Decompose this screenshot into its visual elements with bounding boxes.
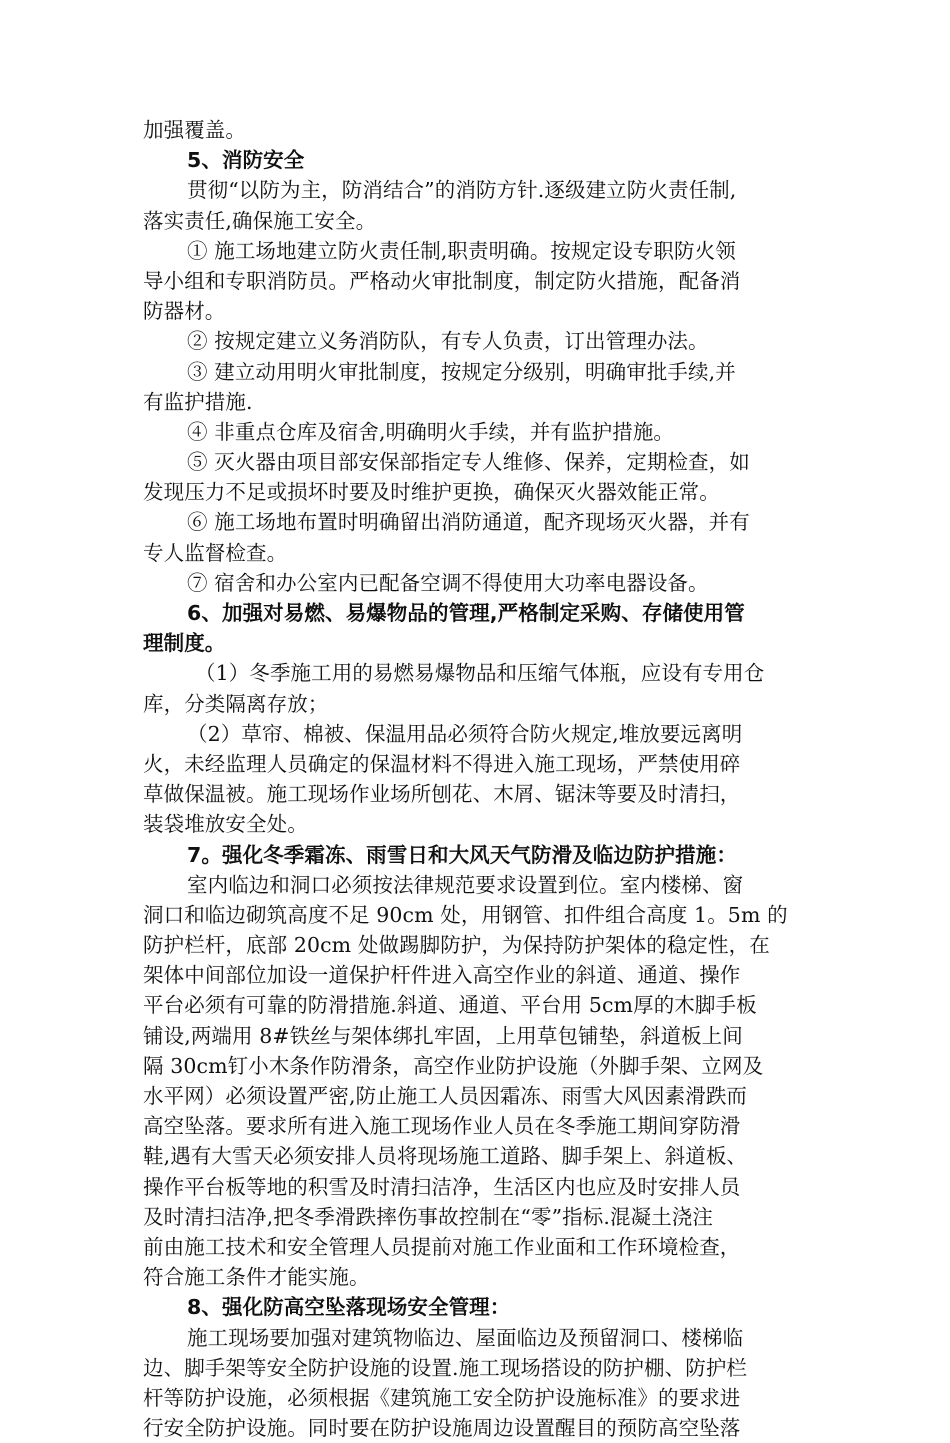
paragraph-line: 室内临边和洞口必须按法律规范要求设置到位。室内楼梯、窗 (187, 872, 744, 897)
paragraph-line: ③ 建立动用明火审批制度，按规定分级别，明确审批手续,并 (187, 359, 736, 384)
paragraph-line: ④ 非重点仓库及宿舍,明确明火手续，并有监护措施。 (187, 419, 675, 444)
paragraph-line: 贯彻“以防为主，防消结合”的消防方针.逐级建立防火责任制, (187, 178, 737, 203)
paragraph-line: 及时清扫洁净,把冬季滑跌摔伤事故控制在“零”指标.混凝土浇注 (143, 1204, 713, 1229)
paragraph-line: 有监护措施. (143, 389, 253, 414)
paragraph-line: （2）草帘、棉被、保温用品必须符合防火规定,堆放要远离明 (187, 721, 743, 746)
paragraph-line: ① 施工场地建立防火责任制,职责明确。按规定设专职防火领 (187, 238, 736, 263)
paragraph-line: 操作平台板等地的积雪及时清扫洁净，生活区内也应及时安排人员 (143, 1174, 741, 1199)
paragraph-line: 装袋堆放安全处。 (143, 812, 308, 837)
section-heading-line: 7。强化冬季霜冻、雨雪日和大风天气防滑及临边防护措施： (187, 842, 737, 867)
paragraph-line: 防器材。 (143, 299, 226, 324)
section-heading-line: 6、加强对易燃、易爆物品的管理,严格制定采购、存储使用管 (187, 601, 745, 625)
paragraph-line: 平台必须有可靠的防滑措施.斜道、通道、平台用 5cm厚的木脚手板 (143, 993, 757, 1018)
paragraph-line: 专人监督检查。 (143, 540, 288, 565)
paragraph-line: ⑥ 施工场地布置时明确留出消防通道，配齐现场灭火器，并有 (187, 510, 750, 535)
paragraph-line: （1）冬季施工用的易燃易爆物品和压缩气体瓶，应设有专用仓 (195, 661, 765, 686)
paragraph-line: 铺设,两端用 8#铁丝与架体绑扎牢固，上用草包铺垫，斜道板上间 (143, 1023, 743, 1048)
paragraph-line: 鞋,遇有大雪天必须安排人员将现场施工道路、脚手架上、斜道板、 (143, 1144, 748, 1169)
paragraph-line: 水平网）必须设置严密,防止施工人员因霜冻、雨雪大风因素滑跌而 (143, 1084, 748, 1108)
paragraph-line: ⑤ 灭火器由项目部安保部指定专人维修、保养，定期检查，如 (187, 450, 750, 475)
paragraph-line: 边、脚手架等安全防护设施的设置.施工现场搭设的防护棚、防护栏 (143, 1355, 748, 1380)
paragraph-line: 发现压力不足或损坏时要及时维护更换，确保灭火器效能正常。 (143, 480, 720, 505)
paragraph-line: 高空坠落。要求所有进入施工现场作业人员在冬季施工期间穿防滑 (143, 1114, 741, 1139)
document-body (143, 115, 809, 1443)
paragraph-line: 隔 30cm钉小木条作防滑条，高空作业防护设施（外脚手架、立网及 (143, 1053, 764, 1078)
paragraph-line: 落实责任,确保施工安全。 (143, 208, 377, 233)
section-heading-line: 5、消防安全 (187, 148, 305, 173)
paragraph-line: 草做保温被。施工现场作业场所刨花、木屑、锯沫等要及时清扫， (143, 782, 741, 807)
paragraph-line: 杆等防护设施，必须根据《建筑施工安全防护设施标准》的要求进 (143, 1385, 741, 1410)
paragraph-line: 加强覆盖。 (143, 118, 246, 142)
paragraph-line: 架体中间部位加设一道保护杆件进入高空作业的斜道、通道、操作 (143, 963, 741, 988)
paragraph-line: 符合施工条件才能实施。 (143, 1265, 370, 1290)
paragraph-line: 施工现场要加强对建筑物临边、屋面临边及预留洞口、楼梯临 (187, 1325, 744, 1350)
paragraph-line: 库，分类隔离存放； (143, 691, 329, 716)
paragraph-line: 火，未经监理人员确定的保温材料不得进入施工现场，严禁使用碎 (143, 751, 741, 776)
paragraph-line: ② 按规定建立义务消防队，有专人负责，订出管理办法。 (187, 329, 709, 354)
paragraph-line: ⑦ 宿舍和办公室内已配备空调不得使用大功率电器设备。 (187, 570, 709, 595)
section-heading-line: 8、强化防高空坠落现场安全管理： (187, 1295, 511, 1320)
section-heading-line: 理制度。 (143, 631, 226, 656)
paragraph-line: 行安全防护设施。同时要在防护设施周边设置醒目的预防高空坠落 (143, 1416, 741, 1441)
paragraph-line: 防护栏杆，底部 20cm 处做踢脚防护，为保持防护架体的稳定性，在 (143, 933, 770, 958)
paragraph-line: 前由施工技术和安全管理人员提前对施工作业面和工作环境检查， (143, 1234, 741, 1259)
paragraph-line: 导小组和专职消防员。严格动火审批制度，制定防火措施，配备消 (143, 268, 741, 293)
paragraph-line: 洞口和临边砌筑高度不足 90cm 处，用钢管、扣件组合高度 1。5m 的 (143, 902, 788, 927)
